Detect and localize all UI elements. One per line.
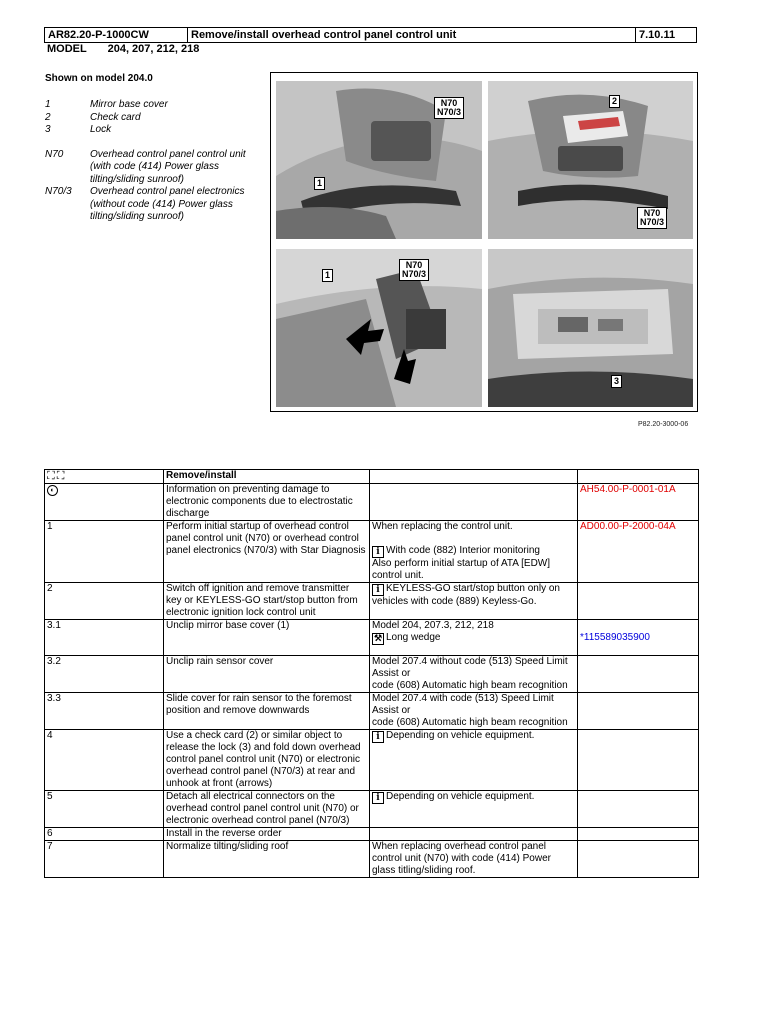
step-note: i Depending on vehicle equipment. bbox=[370, 730, 578, 791]
table-row bbox=[45, 730, 699, 791]
step-number: 2 bbox=[45, 583, 164, 620]
step-note: Model 207.4 without code (513) Speed Limit Assist or code (608) Automatic high beam recognition bbox=[370, 656, 578, 693]
table-row bbox=[45, 656, 699, 693]
table-header-row bbox=[45, 470, 699, 484]
legend-text: Lock bbox=[90, 124, 112, 135]
legend bbox=[45, 99, 255, 224]
legend-item bbox=[45, 186, 255, 224]
legend-key: N70 bbox=[45, 148, 64, 160]
legend-item bbox=[45, 124, 255, 137]
legend-item bbox=[45, 99, 255, 112]
step-action: Slide cover for rain sensor to the foremost position and remove downwards bbox=[164, 693, 370, 730]
model-line bbox=[47, 43, 199, 55]
step-number: 3.3 bbox=[45, 693, 164, 730]
callout-1: 1 bbox=[314, 177, 325, 190]
doc-date: 7.10.11 bbox=[639, 29, 676, 41]
photo-fold-down-arrows bbox=[276, 249, 482, 407]
procedure-table bbox=[44, 469, 699, 878]
legend-text: Overhead control panel electronics (without code (414) Power glass tilting/sliding sunroof) bbox=[90, 186, 245, 222]
legend-key: 2 bbox=[45, 111, 51, 123]
table-row bbox=[45, 484, 699, 521]
step-action: Information on preventing damage to electronic components due to electrostatic discharge bbox=[164, 484, 370, 521]
table-row bbox=[45, 791, 699, 828]
step-number: 4 bbox=[45, 730, 164, 791]
step-number: 7 bbox=[45, 841, 164, 878]
step-action: Use a check card (2) or similar object to release the lock (3) and fold down overhead control panel control unit (N70) or electronic overhead control panel (N70/3) at rear and unhook at front (arrows) bbox=[164, 730, 370, 791]
step-action: Perform initial startup of overhead control panel control unit (N70) or overhead control panel electronics (N70/3) with Star Diagnosis bbox=[164, 521, 370, 583]
figure-reference: P82.20-3000-06 bbox=[638, 421, 689, 428]
info-icon: i bbox=[372, 731, 384, 743]
step-action: Normalize tilting/sliding roof bbox=[164, 841, 370, 878]
callout-n70-n70-3: N70 N70/3 bbox=[637, 207, 667, 229]
table-row bbox=[45, 620, 699, 656]
table-row bbox=[45, 693, 699, 730]
step-note: When replacing overhead control panel control unit (N70) with code (414) Power glass titling/sliding roof. bbox=[370, 841, 578, 878]
step-action: Unclip mirror base cover (1) bbox=[164, 620, 370, 656]
table-row bbox=[45, 828, 699, 841]
doc-link[interactable]: AH54.00-P-0001-01A bbox=[578, 484, 699, 521]
callout-n70-n70-3: N70 N70/3 bbox=[434, 97, 464, 119]
info-icon: i bbox=[372, 546, 384, 558]
model-list: 204, 207, 212, 218 bbox=[107, 43, 200, 55]
doc-id: AR82.20-P-1000CW bbox=[45, 28, 188, 42]
legend-item bbox=[45, 149, 255, 187]
step-number: 3.1 bbox=[45, 620, 164, 656]
shown-on-label: Shown on model 204.0 bbox=[45, 73, 153, 84]
step-action: Unclip rain sensor cover bbox=[164, 656, 370, 693]
tool-link[interactable]: *115589035900 bbox=[578, 620, 699, 656]
step-action: Switch off ignition and remove transmitter key or KEYLESS-GO start/stop button from electronic ignition lock control unit bbox=[164, 583, 370, 620]
model-label: MODEL bbox=[47, 43, 87, 55]
step-note: i KEYLESS-GO start/stop button only on vehicles with code (889) Keyless-Go. bbox=[370, 583, 578, 620]
callout-n70-n70-3: N70 N70/3 bbox=[399, 259, 429, 281]
callout-2: 2 bbox=[609, 95, 620, 108]
legend-text: Overhead control panel control unit (with code (414) Power glass tilting/sliding sunroof) bbox=[90, 148, 246, 185]
figure-box bbox=[270, 72, 698, 412]
step-note: i Depending on vehicle equipment. bbox=[370, 791, 578, 828]
callout-1: 1 bbox=[322, 269, 333, 282]
legend-text: Mirror base cover bbox=[90, 99, 168, 110]
table-row bbox=[45, 841, 699, 878]
table-row bbox=[45, 521, 699, 583]
legend-text: Check card bbox=[90, 111, 141, 123]
step-note: When replacing the control unit. i With code (882) Interior monitoring Also perform initial startup of ATA [EDW] control unit. bbox=[370, 521, 578, 583]
doc-title: Remove/install overhead control panel control unit bbox=[188, 28, 636, 42]
step-number: 1 bbox=[45, 521, 164, 583]
expand-collapse-icon[interactable]: ⛶⛶ bbox=[47, 470, 67, 482]
table-row bbox=[45, 583, 699, 620]
step-note: Model 207.4 with code (513) Speed Limit Assist or code (608) Automatic high beam recognition bbox=[370, 693, 578, 730]
info-icon: i bbox=[372, 792, 384, 804]
tool-icon: ⚒ bbox=[373, 634, 383, 644]
step-action: Detach all electrical connectors on the overhead control panel control unit (N70) or electronic overhead control panel (N70/3) bbox=[164, 791, 370, 828]
document-header bbox=[44, 27, 697, 43]
step-note: Model 204, 207.3, 212, 218 ⚒ Long wedge bbox=[370, 620, 578, 656]
step-action: Install in the reverse order bbox=[164, 828, 370, 841]
callout-3: 3 bbox=[611, 375, 622, 388]
legend-key: 1 bbox=[45, 99, 51, 110]
step-number: 3.2 bbox=[45, 656, 164, 693]
info-icon: i bbox=[372, 584, 384, 596]
legend-item bbox=[45, 112, 255, 125]
step-number: 5 bbox=[45, 791, 164, 828]
legend-key: N70/3 bbox=[45, 186, 72, 197]
step-number: 6 bbox=[45, 828, 164, 841]
esd-warning-icon: ◐ bbox=[47, 485, 58, 496]
table-header-remove-install: Remove/install bbox=[164, 470, 370, 484]
photo-lock bbox=[488, 249, 693, 407]
doc-link[interactable]: AD00.00-P-2000-04A bbox=[578, 521, 699, 583]
legend-key: 3 bbox=[45, 124, 51, 135]
